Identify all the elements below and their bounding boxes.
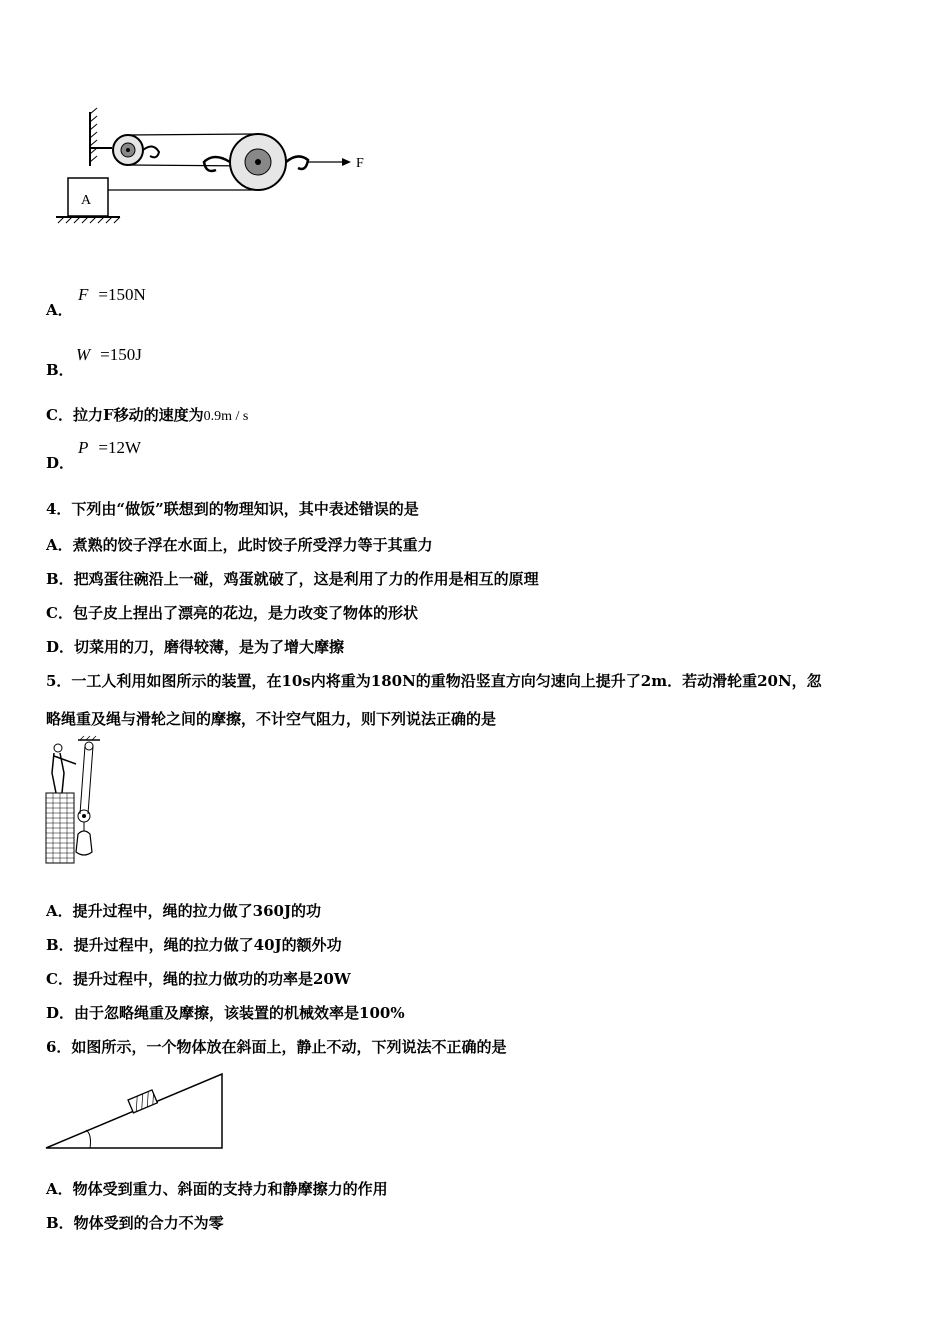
q4-option-b: B．把鸡蛋往碗沿上一碰，鸡蛋就破了，这是利用了力的作用是相互的原理 xyxy=(46,570,539,588)
incline-figure xyxy=(44,1070,228,1152)
q4-option-d: D．切菜用的刀，磨得较薄，是为了增大摩擦 xyxy=(46,638,345,656)
q5-option-d: D．由于忽略绳重及摩擦，该装置的机械效率是100% xyxy=(46,1004,405,1022)
q5-option-a: A．提升过程中，绳的拉力做了360J的功 xyxy=(46,902,322,920)
q3-a-eq: =150N xyxy=(98,285,146,304)
worker-pulley-figure xyxy=(44,736,104,866)
q3-option-d-letter: D． xyxy=(46,454,75,472)
q5-stem-line2: 略绳重及绳与滑轮之间的摩擦，不计空气阻力，则下列说法正确的是 xyxy=(46,710,497,728)
q3-b-eq: =150J xyxy=(100,345,142,364)
q5-option-b: B．提升过程中，绳的拉力做了40J的额外功 xyxy=(46,936,342,954)
q3-c-text: 拉力F移动的速度为 xyxy=(72,406,204,424)
q5-option-c: C．提升过程中，绳的拉力做功的功率是20W xyxy=(46,970,351,988)
pulley-system-figure xyxy=(40,108,380,228)
q3-option-c xyxy=(46,404,248,425)
q4-option-a: A．煮熟的饺子浮在水面上，此时饺子所受浮力等于其重力 xyxy=(46,536,433,554)
q5-stem-line1: 5．一工人利用如图所示的装置，在10s内将重为180N的重物沿竖直方向匀速向上提升了2m．若动滑轮重20N，忽 xyxy=(46,672,822,690)
q6-option-b: B．物体受到的合力不为零 xyxy=(46,1214,224,1232)
block-label: A xyxy=(81,193,92,208)
q3-d-var: P xyxy=(78,438,89,457)
q6-stem: 6．如图所示，一个物体放在斜面上，静止不动，下列说法不正确的是 xyxy=(46,1038,507,1056)
q3-c-value: 0.9m / s xyxy=(203,409,249,424)
q3-d-eq: =12W xyxy=(98,438,142,457)
q4-option-c: C．包子皮上捏出了漂亮的花边，是力改变了物体的形状 xyxy=(46,604,418,622)
q6-option-a: A．物体受到重力、斜面的支持力和静摩擦力的作用 xyxy=(46,1180,388,1198)
q3-option-d-formula xyxy=(78,438,141,458)
q4-stem: 4．下列由“做饭”联想到的物理知识，其中表述错误的是 xyxy=(46,500,419,518)
q3-option-b-formula xyxy=(76,345,142,365)
q3-b-var: W xyxy=(76,345,91,364)
q3-a-var: F xyxy=(78,285,89,304)
q3-option-b-letter: B． xyxy=(46,361,74,379)
force-label: F xyxy=(356,156,364,171)
q3-option-a-formula xyxy=(78,285,146,305)
q3-c-letter: C． xyxy=(46,406,73,424)
q3-option-a-letter: A． xyxy=(46,301,73,319)
